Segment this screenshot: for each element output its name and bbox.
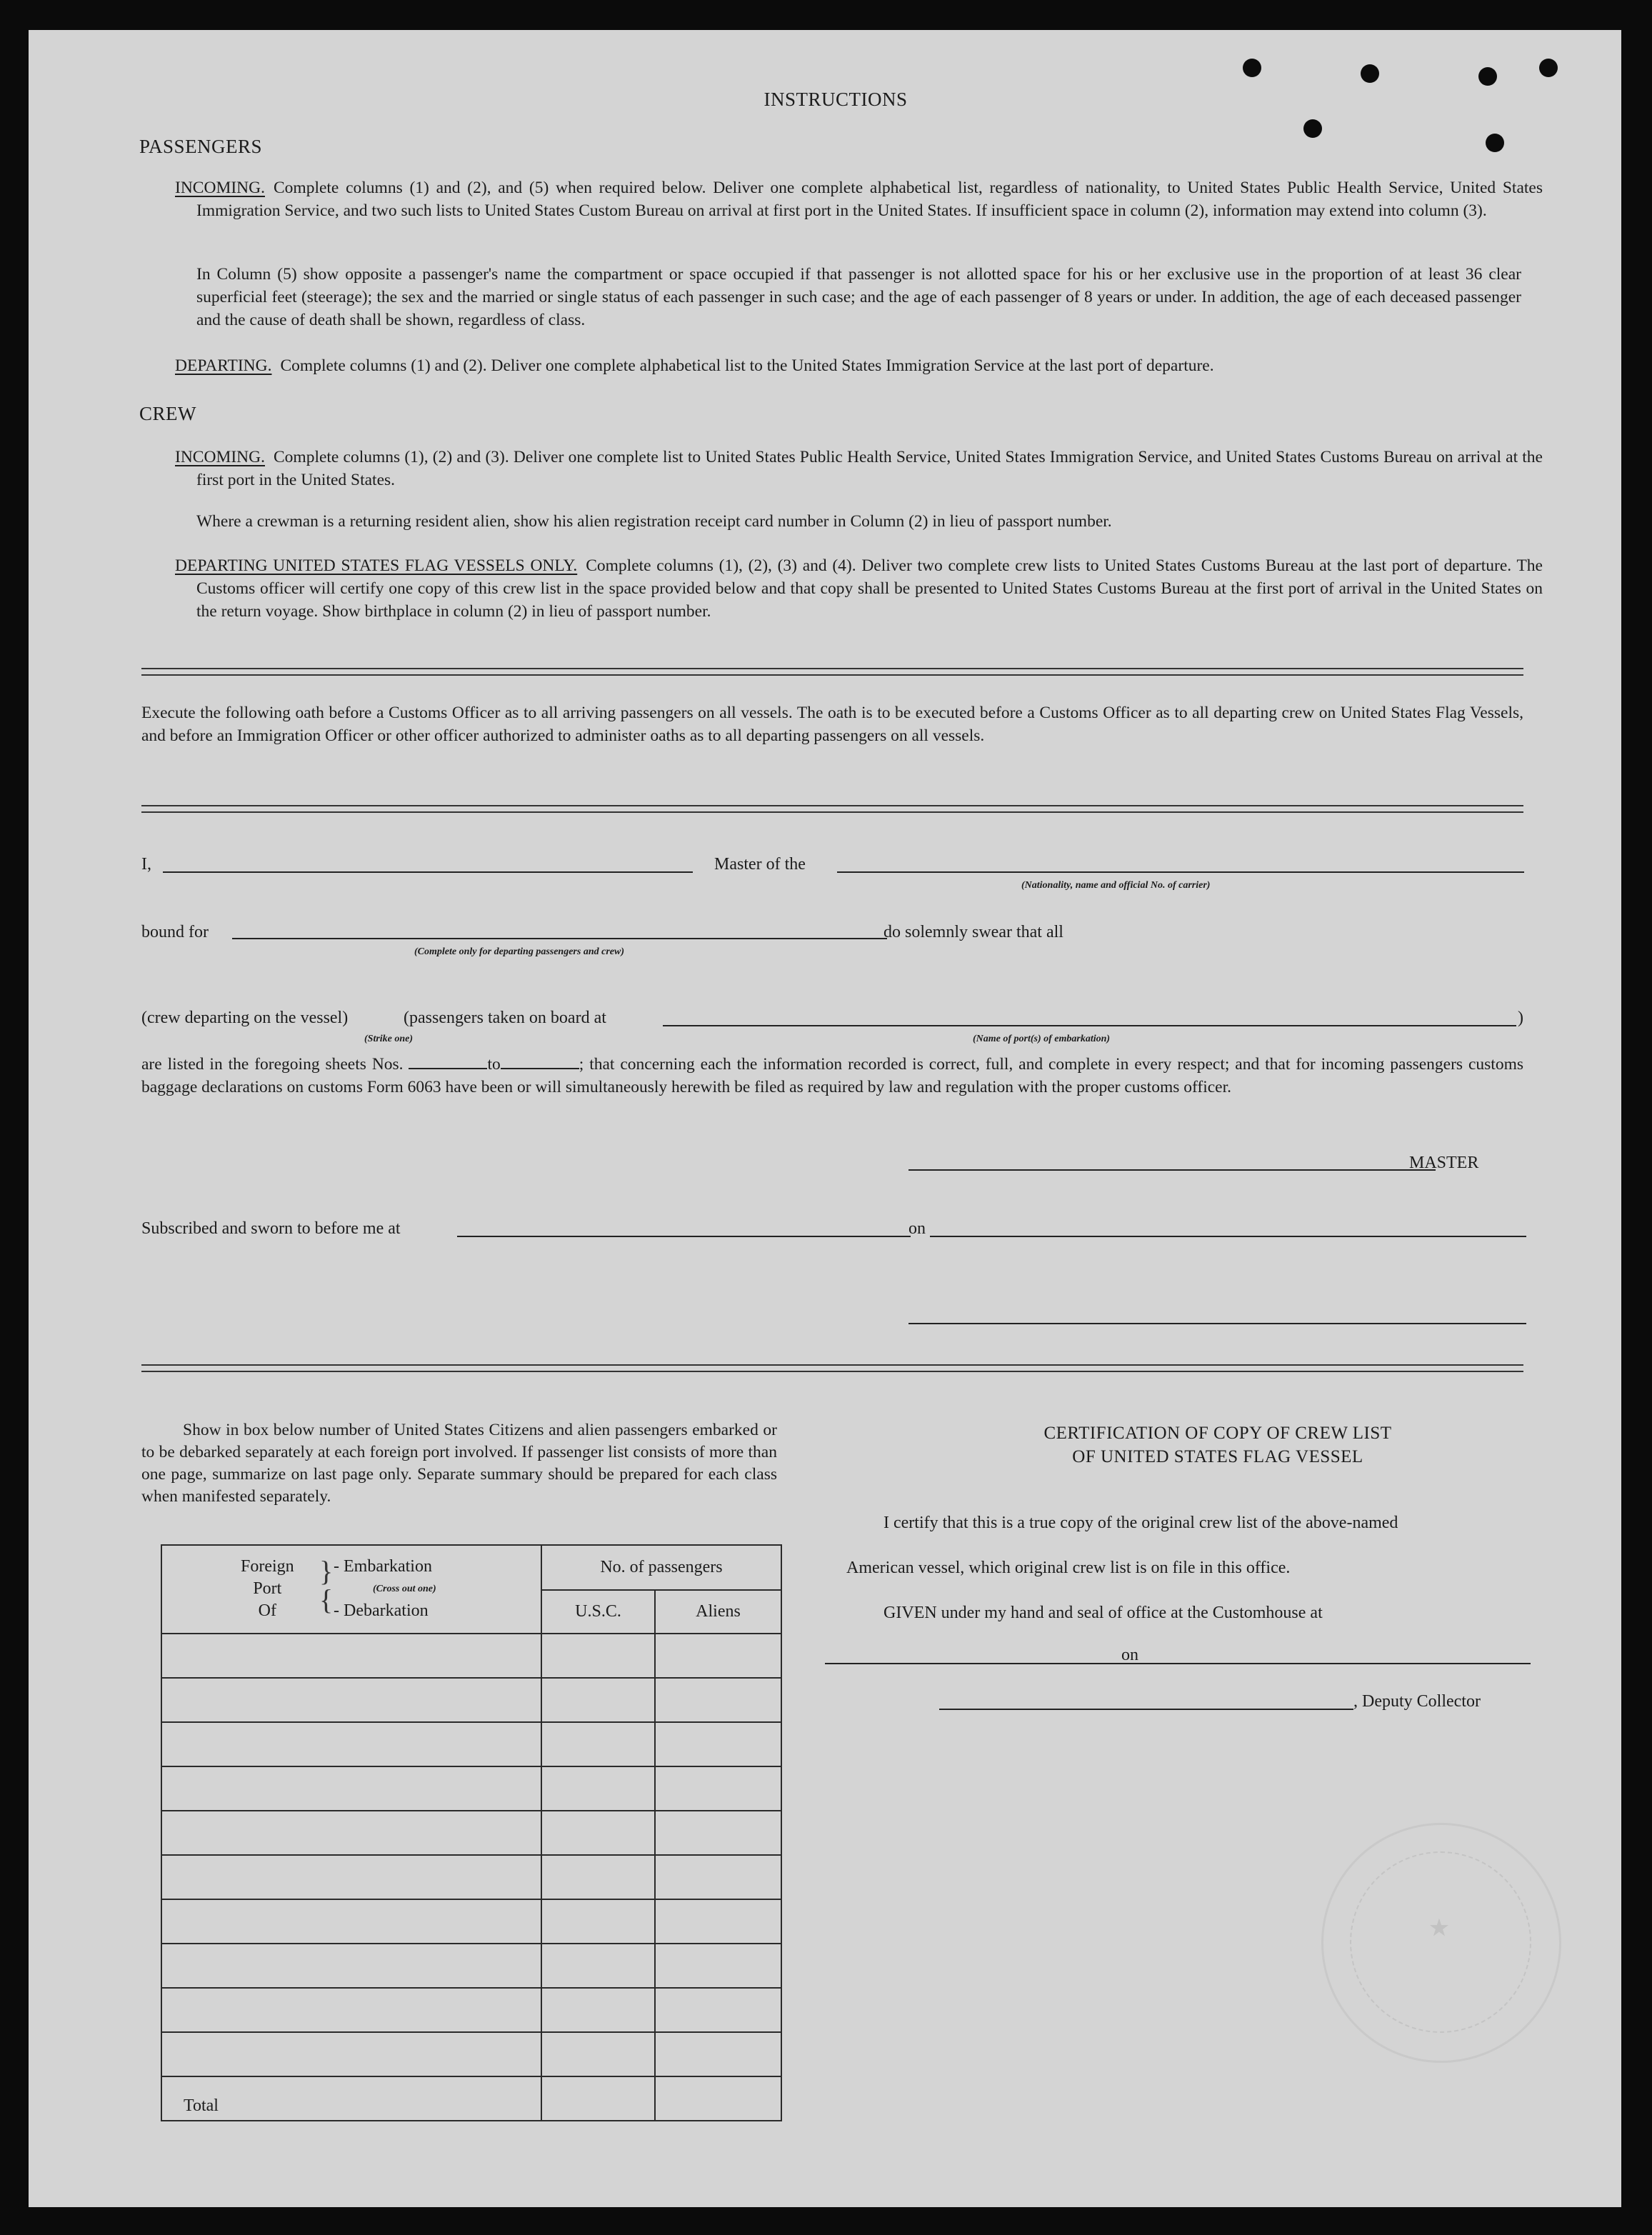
aliens-cell[interactable] (655, 1855, 781, 1899)
aliens-cell[interactable] (655, 1678, 781, 1722)
bound-for-field[interactable] (232, 938, 887, 939)
passengers-incoming (175, 176, 1543, 222)
port-header (161, 1545, 541, 1634)
table-row (161, 1988, 781, 2032)
usc-cell[interactable] (541, 2032, 655, 2076)
table-row (161, 1811, 781, 1855)
section-divider (141, 805, 1523, 813)
form-page (29, 30, 1621, 2207)
customs-seal-mark: ★ (1429, 1916, 1449, 1940)
passenger-summary-table (161, 1544, 782, 2121)
strike-one-note: (Strike one) (364, 1034, 414, 1044)
crew-incoming (175, 446, 1543, 491)
sworn-place-field[interactable] (457, 1236, 911, 1237)
master-name-field[interactable] (163, 871, 693, 873)
usc-cell[interactable] (541, 1634, 655, 1678)
port-cell[interactable] (161, 1634, 541, 1678)
cert-date-field[interactable] (1143, 1663, 1531, 1664)
aliens-cell[interactable] (655, 1634, 781, 1678)
foreign-label: Foreign (241, 1557, 294, 1576)
table-row (161, 1722, 781, 1766)
carrier-note: (Nationality, name and official No. of carrier) (1021, 880, 1211, 891)
deputy-collector-label: , Deputy Collector (1353, 1692, 1481, 1711)
port-cell[interactable] (161, 2032, 541, 2076)
master-of-the-label: Master of the (714, 855, 806, 874)
punch-hole (1243, 59, 1261, 77)
usc-cell[interactable] (541, 1811, 655, 1855)
listed-paragraph (141, 1053, 1523, 1099)
table-row (161, 1678, 781, 1722)
carrier-field[interactable] (837, 871, 1524, 873)
embarkation-option: - Embarkation (334, 1557, 432, 1576)
to-label: to (487, 1055, 501, 1074)
table-row (161, 1766, 781, 1811)
instructions-title: INSTRUCTIONS (764, 89, 908, 110)
aliens-cell[interactable] (655, 2032, 781, 2076)
table-row (161, 1899, 781, 1944)
ports-note: (Name of port(s) of embarkation) (973, 1034, 1111, 1044)
total-label: Total (161, 2076, 541, 2121)
passengers-column5: In Column (5) show opposite a passenger's name the compartment or space occupied if that passenger is not allotted space for his or her exclusive use in the proportion of at least 36 clear superficial feet (steerage); the sex and the married or single status of each passenger in such case; and the age of each passenger of 8 years or under. In addition, the age of each deceased passenger and the cause of death shall be shown, regardless of class. (196, 265, 1521, 329)
aliens-cell[interactable] (655, 1722, 781, 1766)
certification-title (843, 1421, 1593, 1469)
aliens-cell[interactable] (655, 1766, 781, 1811)
officer-signature-field[interactable] (908, 1323, 1526, 1324)
usc-cell[interactable] (541, 1678, 655, 1722)
port-cell[interactable] (161, 1988, 541, 2032)
listed-rest: ; that concerning each the information recorded is correct, full, and complete in every respect; and that for incoming passengers customs baggage declarations on customs Form 6063 have been or will simultaneously herewith be filed as required by law and regulation with the proper customs officer. (141, 1055, 1524, 1096)
crew-incoming-label: INCOMING. (175, 448, 265, 466)
port-cell[interactable] (161, 1899, 541, 1944)
section-divider (141, 668, 1523, 676)
crew-heading: CREW (139, 403, 196, 424)
passengers-departing-text: Complete columns (1) and (2). Deliver one complete alphabetical list to the United States Immigration Service at the last port of departure. (280, 356, 1214, 375)
close-paren: ) (1518, 1009, 1523, 1027)
customs-seal-inner-ring (1350, 1851, 1531, 2033)
crew-departing-label: DEPARTING UNITED STATES FLAG VESSELS ONLY. (175, 556, 578, 575)
punch-hole (1478, 67, 1497, 86)
passengers-incoming-text: Complete columns (1) and (2), and (5) when required below. Deliver one complete alphabetical list, regardless of nationality, to United States Public Health Service, United States Immigration Service, and two such lists to United States Custom Bureau on arrival at first port in the United States. If insufficient space in column (2), information may extend into column (3). (196, 179, 1543, 220)
passengers-departing-label: DEPARTING. (175, 356, 272, 375)
sheet-from-field[interactable] (409, 1054, 487, 1069)
no-of-passengers-header: No. of passengers (541, 1545, 781, 1590)
usc-header: U.S.C. (541, 1590, 655, 1634)
table-row (161, 1634, 781, 1678)
subscribed-label: Subscribed and sworn to before me at (141, 1219, 401, 1238)
usc-cell[interactable] (541, 1722, 655, 1766)
aliens-cell[interactable] (655, 1899, 781, 1944)
aliens-total-cell[interactable] (655, 2076, 781, 2121)
passengers-incoming-label: INCOMING. (175, 179, 265, 197)
aliens-cell[interactable] (655, 1944, 781, 1988)
usc-cell[interactable] (541, 1944, 655, 1988)
port-cell[interactable] (161, 1855, 541, 1899)
master-signature-field[interactable] (908, 1169, 1436, 1171)
certify-line2: American vessel, which original crew list is on file in this office. (846, 1559, 1291, 1577)
crew-incoming-note: Where a crewman is a returning resident alien, show his alien registration receipt card number in Column (2) in lieu of passport number. (196, 512, 1112, 531)
deputy-signature-field[interactable] (939, 1709, 1353, 1710)
oath-i-label: I, (141, 855, 151, 874)
aliens-header: Aliens (655, 1590, 781, 1634)
ports-field[interactable] (663, 1025, 1516, 1026)
table-row (161, 1855, 781, 1899)
crew-incoming-text: Complete columns (1), (2) and (3). Deliver one complete list to United States Public Health Service, United States Immigration Service, and United States Customs Bureau on arrival at the first port in the United States. (196, 448, 1543, 489)
certification-title-line1: CERTIFICATION OF COPY OF CREW LIST (1043, 1424, 1392, 1443)
port-cell[interactable] (161, 1811, 541, 1855)
given-line: GIVEN under my hand and seal of office at the Customhouse at (883, 1604, 1323, 1622)
port-cell[interactable] (161, 1766, 541, 1811)
table-row (161, 1944, 781, 1988)
total-row (161, 2076, 781, 2121)
complete-only-note: (Complete only for departing passengers and crew) (414, 946, 624, 957)
sworn-date-field[interactable] (930, 1236, 1526, 1237)
listed-prefix: are listed in the foregoing sheets Nos. (141, 1055, 404, 1074)
usc-total-cell[interactable] (541, 2076, 655, 2121)
oath-instruction: Execute the following oath before a Customs Officer as to all arriving passengers on all vessels. The oath is to be executed before a Customs Officer as to all departing crew on United States Flag Vessels, and before an Immigration Officer or other officer authorized to administer oaths as to all departing passengers on all vessels. (141, 704, 1523, 745)
punch-hole (1539, 59, 1558, 77)
aliens-cell[interactable] (655, 1811, 781, 1855)
punch-hole (1303, 119, 1322, 138)
brace-icon: } { (319, 1555, 334, 1616)
punch-hole (1486, 134, 1504, 152)
bound-for-label: bound for (141, 923, 209, 941)
cert-on-label: on (1121, 1646, 1138, 1664)
certification-title-line2: OF UNITED STATES FLAG VESSEL (1072, 1447, 1363, 1466)
crew-departing-option: (crew departing on the vessel) (141, 1009, 349, 1027)
usc-cell[interactable] (541, 1899, 655, 1944)
port-cell[interactable] (161, 1678, 541, 1722)
on-label: on (908, 1219, 926, 1238)
usc-cell[interactable] (541, 1766, 655, 1811)
port-cell[interactable] (161, 1944, 541, 1988)
punch-hole (1361, 64, 1379, 83)
certify-line1: I certify that this is a true copy of the original crew list of the above-named (883, 1514, 1398, 1532)
cross-out-note: (Cross out one) (373, 1584, 436, 1594)
crew-departing (175, 554, 1543, 623)
aliens-cell[interactable] (655, 1988, 781, 2032)
passengers-taken-option: (passengers taken on board at (404, 1009, 606, 1027)
table-row (161, 2032, 781, 2076)
passengers-departing (175, 354, 1521, 377)
summary-instruction: Show in box below number of United States Citizens and alien passengers embarked or to be debarked separately at each foreign port involved. If passenger list consists of more than one page, summarize on last page only. Separate summary should be prepared for each class when manifested separately. (141, 1421, 777, 1506)
port-cell[interactable] (161, 1722, 541, 1766)
of-label: Of (258, 1601, 276, 1620)
usc-cell[interactable] (541, 1988, 655, 2032)
section-divider (141, 1364, 1523, 1372)
passengers-heading: PASSENGERS (139, 136, 263, 157)
swear-text: do solemnly swear that all (883, 923, 1063, 941)
master-label: MASTER (1409, 1154, 1479, 1172)
debarkation-option: - Debarkation (334, 1601, 429, 1620)
sheet-to-field[interactable] (501, 1054, 579, 1069)
usc-cell[interactable] (541, 1855, 655, 1899)
crew-departing-text: Complete columns (1), (2), (3) and (4). Deliver two complete crew lists to United States Customs Bureau at the last port of departure. The Customs officer will certify one copy of this crew list in the space provided below and that copy shall be presented to United States Customs Bureau at the first port of arrival in the United States on the return voyage. Show birthplace in column (2) in lieu of passport number. (196, 556, 1543, 621)
port-label: Port (253, 1579, 282, 1598)
customhouse-field[interactable] (825, 1663, 1150, 1664)
